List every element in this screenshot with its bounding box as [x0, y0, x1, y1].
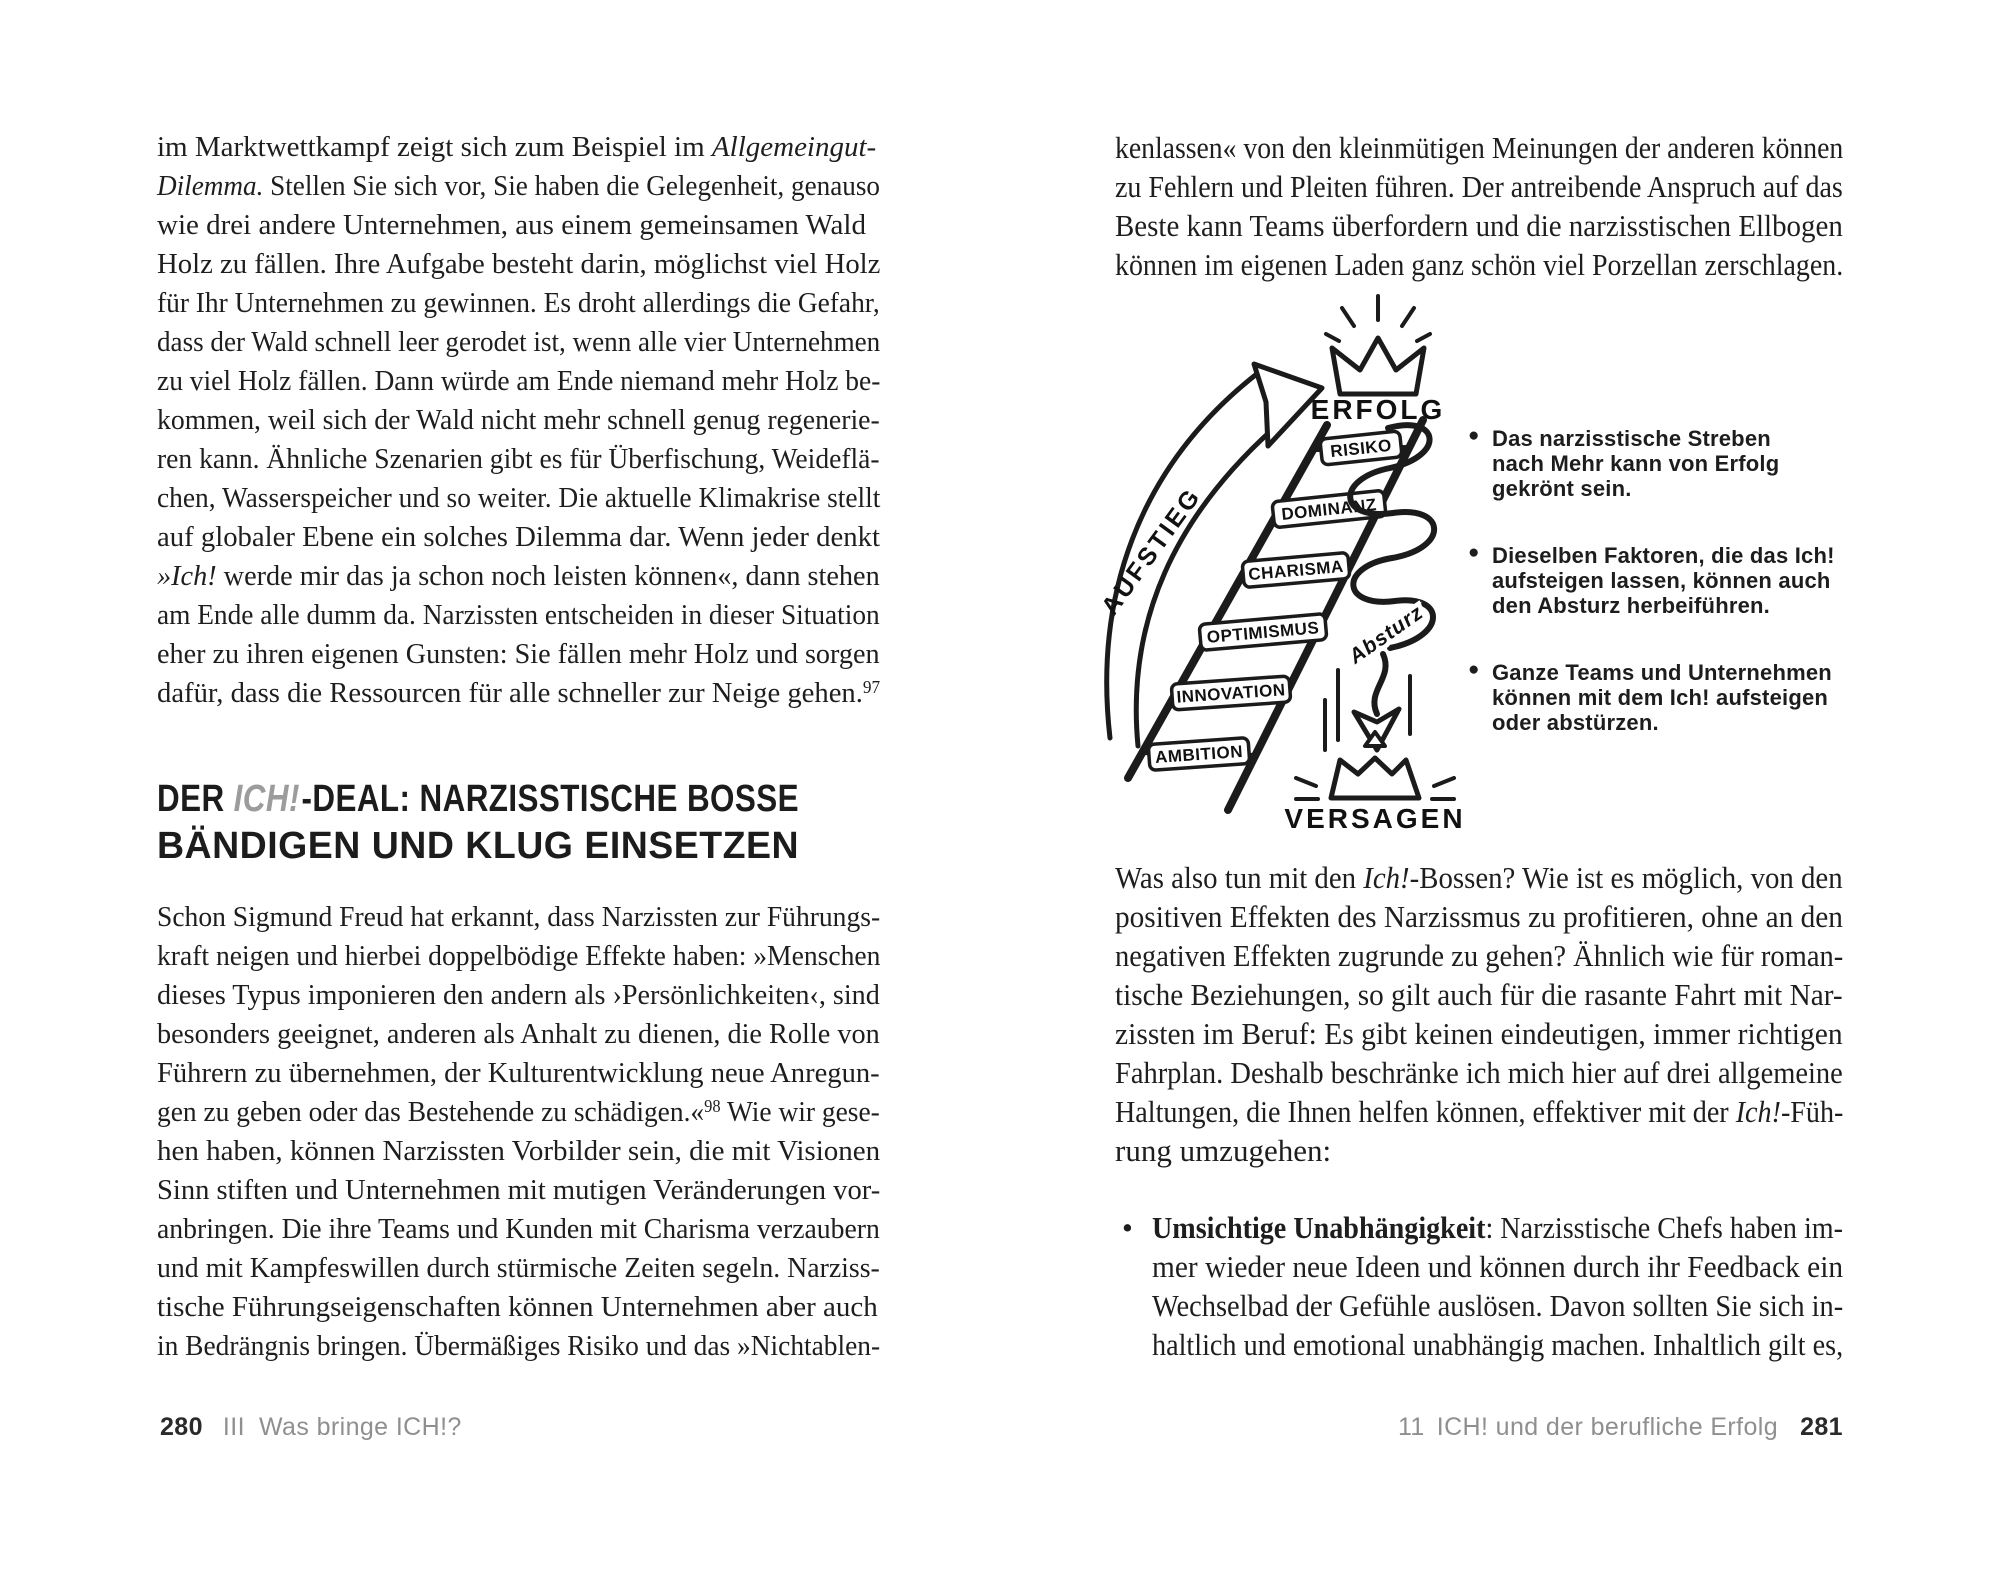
- heading-accent-ich: ICH!: [233, 778, 300, 820]
- heading-text-pre: DER: [157, 778, 234, 820]
- figure-bullet-item: [1468, 426, 1843, 501]
- ladder-illustration-svg: [1088, 288, 1483, 848]
- rung-label-risiko: RISIKO: [1329, 435, 1393, 462]
- fall-arrow-icon: [1325, 654, 1410, 750]
- rung-label-ambition: AMBITION: [1154, 741, 1244, 768]
- right-paragraph-2: Was also tun mit den Ich!-Bossen? Wie ist es möglich, von den positiven Effekten des Narzissmus zu profitieren, ohne an den negativen Effekten zugrunde zu gehen? Ähnlich wie für roman- tische Beziehungen, so gilt auch für die rasante Fahrt mit Nar- zissten im Beruf: Es gibt keinen eindeutigen, immer richtigen Fahrplan. Deshalb beschränke ich mich hier auf drei allgemeine Haltungen, die Ihnen helfen können, effektiver mit der Ich!-Füh- rung umzugehen:: [1115, 860, 1844, 1168]
- rung-label-charisma: CHARISMA: [1247, 556, 1345, 585]
- right-paragraph-1: kenlassen« von den kleinmütigen Meinungen der anderen können zu Fehlern und Pleiten führen. Der antreibende Anspruch auf das Beste kann Teams überfordern und die narzisstischen Ellbogen können im eigenen Laden ganz schön viel Porzellan zerschlagen.: [1115, 130, 1844, 282]
- heading-text-post: -DEAL: NARZISSTISCHE BOSSE: [301, 778, 799, 820]
- running-title-right: ICH! und der berufliche Erfolg: [1436, 1413, 1779, 1441]
- failure-crown-icon: [1296, 732, 1454, 799]
- bullet-dot-icon: ●: [1468, 542, 1480, 563]
- ascent-label: AUFSTIEG: [1095, 482, 1208, 621]
- ladder-rung-risiko: [1314, 431, 1409, 465]
- figure-bullet-text: Dieselben Faktoren, die das Ich! aufsteigen lassen, können auch den Absturz herbeiführen.: [1492, 543, 1835, 618]
- heading-line-1: [157, 776, 799, 823]
- page-number-left: 280: [160, 1413, 203, 1441]
- bullet-dot-icon: ●: [1468, 659, 1480, 680]
- running-title-left: Was bringe ICH!?: [258, 1413, 462, 1441]
- figure-bullet-text: Ganze Teams und Unternehmen können mit dem Ich! aufsteigen oder abstürzen.: [1492, 660, 1832, 735]
- right-bullet-paragraph: [1122, 1208, 1843, 1364]
- left-paragraph-1: im Marktwettkampf zeigt sich zum Beispiel im Allgemeingut- Dilemma. Stellen Sie sich vor, Sie haben die Gelegenheit, genauso wie drei andere Unternehmen, aus einem gemeinsamen Wald Holz zu fällen. Ihre Aufgabe besteht darin, möglichst viel Holz für Ihr Unternehmen zu gewinnen. Es droht allerdings die Gefahr, dass der Wald schnell leer gerodet ist, wenn alle vier Unternehmen zu viel Holz fällen. Dann würde am Ende niemand mehr Holz be- kommen, weil sich der Wald nicht mehr schnell genug regenerie- ren kann. Ähnliche Szenarien gibt es für Überfischung, Weideflä- chen, Wasserspeicher und so weiter. Die aktuelle Klimakrise stellt auf globaler Ebene ein solches Dilemma dar. Wenn jeder denkt »Ich! werde mir das ja schon noch leisten können«, dann stehen am Ende alle dumm da. Narzissten entscheiden in dieser Situation eher zu ihren eigenen Gunsten: Sie fällen mehr Holz und sorgen dafür, dass die Ressourcen für alle schneller zur Neige gehen.$^{97}$: [157, 131, 881, 709]
- ladder-rung-innovation: [1171, 676, 1291, 710]
- figure-bullet-item: [1468, 660, 1843, 735]
- footer-left: [160, 1412, 860, 1442]
- left-paragraph-2: Schon Sigmund Freud hat erkannt, dass Narzissten zur Führungs- kraft neigen und hierbei doppelbödige Effekte haben: »Menschen dieses Typus imponieren den andern als ›Persönlichkeiten‹, sind besonders geeignet, anderen als Anhalt zu dienen, die Rolle von Führern zu übernehmen, der Kulturentwicklung neue Anregun- gen zu geben oder das Bestehende zu schädigen.«$^{98}$ Wie wir gese- hen haben, können Narzissten Vorbilder sein, die mit Visionen Sinn stiften und Unternehmen mit mutigen Veränderungen vor- anbringen. Die ihre Teams und Kunden mit Charisma verzaubern und mit Kampfeswillen durch stürmische Zeiten segeln. Narziss- tische Führungseigenschaften können Unternehmen aber auch in Bedrängnis bringen. Übermäßiges Risiko und das »Nichtablen-: [157, 901, 881, 1362]
- success-crown-icon: [1326, 296, 1430, 394]
- rung-label-dominanz: DOMINANZ: [1280, 495, 1378, 524]
- heading-line-2: BÄNDIGEN UND KLUG EINSETZEN: [157, 825, 800, 867]
- chapter-number: 11: [1397, 1413, 1425, 1441]
- bullet-dot-icon: ●: [1468, 425, 1480, 446]
- list-bullet: •: [1122, 1210, 1133, 1245]
- right-bullet-text: Umsichtige Unabhängigkeit: Narzisstische Chefs haben im- mer wieder neue Ideen und können durch ihr Feedback ein Wechselbad der Gefühle auslösen. Davon sollten Sie sich in- haltlich und emotional unabhängig machen. Inhaltlich gilt es,: [1152, 1210, 1844, 1362]
- success-label: ERFOLG: [1310, 394, 1446, 425]
- figure-bullet-item: [1468, 543, 1843, 618]
- section-heading: [157, 776, 799, 870]
- ladder-rung-charisma: [1242, 552, 1350, 587]
- figure-bullet-list: [1468, 426, 1843, 777]
- ladder-illustration: [1088, 288, 1483, 848]
- part-marker: III: [222, 1413, 245, 1441]
- figure-bullet-text: Das narzisstische Streben nach Mehr kann von Erfolg gekrönt sein.: [1492, 426, 1780, 501]
- failure-label: VERSAGEN: [1284, 803, 1466, 834]
- page-number-right: 281: [1800, 1413, 1843, 1441]
- rung-label-innovation: INNOVATION: [1175, 680, 1287, 707]
- ladder-rung-ambition: [1143, 738, 1255, 771]
- footer-right: [1115, 1412, 1843, 1442]
- rung-label-optimismus: OPTIMISMUS: [1206, 618, 1320, 647]
- descent-label: Absturz: [1344, 600, 1428, 669]
